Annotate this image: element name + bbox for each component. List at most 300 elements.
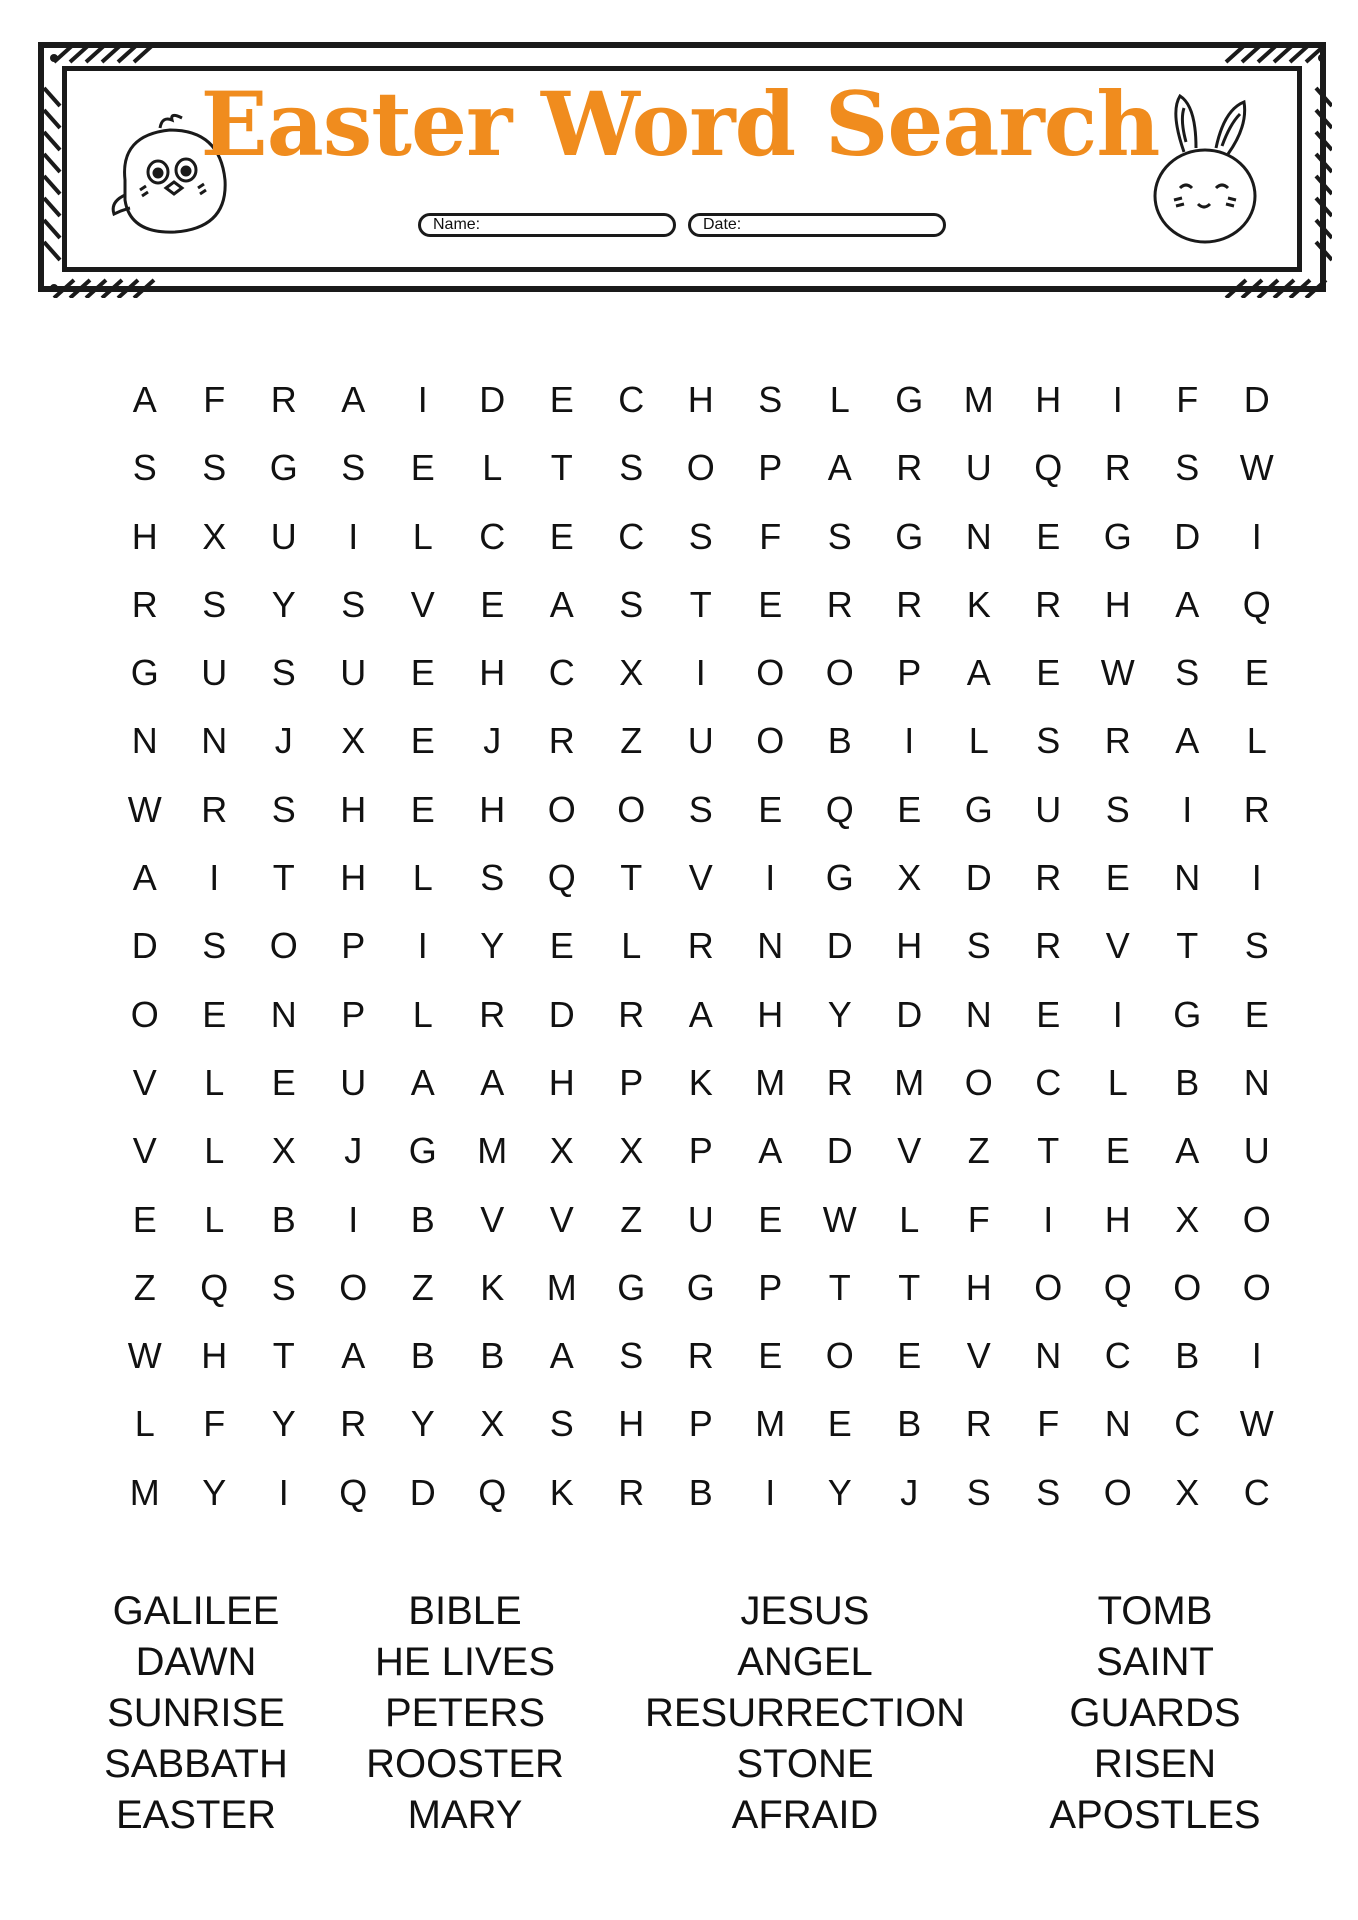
word-item: DAWN <box>135 1640 257 1684</box>
grid-letter[interactable]: H <box>340 788 367 830</box>
grid-letter[interactable]: O <box>756 720 785 762</box>
grid-letter[interactable]: R <box>826 583 853 625</box>
grid-letter[interactable]: T <box>828 1266 851 1308</box>
grid-letter[interactable]: L <box>204 1130 225 1172</box>
grid-letter[interactable]: F <box>759 515 782 557</box>
grid-letter[interactable]: P <box>758 1266 783 1308</box>
grid-letter[interactable]: S <box>966 925 991 967</box>
grid-letter[interactable]: S <box>480 857 505 899</box>
grid-letter[interactable]: O <box>130 993 159 1035</box>
grid-letter[interactable]: X <box>1175 1198 1200 1240</box>
grid-letter[interactable]: G <box>1103 515 1132 557</box>
grid-letter[interactable]: O <box>1173 1266 1202 1308</box>
grid-letter[interactable]: E <box>480 583 505 625</box>
grid-letter[interactable]: O <box>1034 1266 1063 1308</box>
grid-letter[interactable]: N <box>965 515 992 557</box>
word-item: SABBATH <box>104 1742 288 1786</box>
grid-letter[interactable]: E <box>758 1335 783 1377</box>
grid-letter[interactable]: A <box>132 379 157 420</box>
grid-letter[interactable]: E <box>897 1335 922 1377</box>
grid-letter[interactable]: Z <box>620 720 643 762</box>
grid-letter[interactable]: P <box>688 1130 713 1172</box>
grid-letter[interactable]: U <box>201 652 228 694</box>
grid-letter[interactable]: I <box>1182 788 1193 830</box>
grid-letter[interactable]: T <box>1037 1130 1060 1172</box>
grid-letter[interactable]: B <box>410 1335 435 1377</box>
grid-letter[interactable]: Z <box>411 1266 434 1308</box>
grid-letter[interactable]: R <box>1035 583 1062 625</box>
grid-letter[interactable]: O <box>1103 1471 1132 1513</box>
grid-letter[interactable]: S <box>619 1335 644 1377</box>
grid-letter[interactable]: Q <box>547 857 576 899</box>
grid-letter[interactable]: S <box>271 1266 296 1308</box>
grid-letter[interactable]: R <box>201 788 228 830</box>
grid-letter[interactable]: O <box>547 788 576 830</box>
grid-letter[interactable]: Q <box>478 1471 507 1513</box>
grid-letter[interactable]: I <box>1251 857 1262 899</box>
grid-letter[interactable]: F <box>967 1198 990 1240</box>
grid-letter[interactable]: E <box>1244 993 1269 1035</box>
grid-letter[interactable]: N <box>131 720 158 762</box>
word-column-1 <box>96 1586 296 1841</box>
grid-letter[interactable]: K <box>549 1471 574 1513</box>
grid-letter[interactable]: S <box>1105 788 1130 830</box>
grid-letter[interactable]: Q <box>339 1471 368 1513</box>
grid-letter[interactable]: C <box>1174 1403 1201 1445</box>
grid-letter[interactable]: B <box>410 1198 435 1240</box>
grid-letter[interactable]: H <box>201 1335 228 1377</box>
grid-letter[interactable]: E <box>549 379 574 420</box>
grid-letter[interactable]: A <box>410 1061 435 1103</box>
grid-letter[interactable]: H <box>1104 583 1131 625</box>
grid-letter[interactable]: T <box>898 1266 921 1308</box>
grid-letter[interactable]: Y <box>202 1471 227 1513</box>
page-title: Easter Word Search <box>200 72 1160 176</box>
grid-letter[interactable]: R <box>618 1471 645 1513</box>
grid-letter[interactable]: L <box>968 720 989 762</box>
grid-letter[interactable]: T <box>689 583 712 625</box>
grid-letter[interactable]: O <box>825 1335 854 1377</box>
grid-letter[interactable]: O <box>825 652 854 694</box>
grid-letter[interactable]: T <box>550 447 573 489</box>
grid-letter[interactable]: X <box>619 652 644 694</box>
grid-letter[interactable]: E <box>549 515 574 557</box>
grid-letter[interactable]: I <box>209 857 220 899</box>
grid-letter[interactable]: S <box>202 583 227 625</box>
grid-letter[interactable]: Y <box>827 993 852 1035</box>
grid-letter[interactable]: D <box>896 993 923 1035</box>
grid-letter[interactable]: D <box>1174 515 1201 557</box>
grid-letter[interactable]: T <box>272 857 295 899</box>
grid-letter[interactable]: V <box>549 1198 574 1240</box>
grid-letter[interactable]: O <box>1242 1198 1271 1240</box>
grid-letter[interactable]: M <box>963 379 994 420</box>
grid-letter[interactable]: N <box>965 993 992 1035</box>
grid-letter[interactable]: R <box>1104 447 1131 489</box>
grid-letter[interactable]: S <box>202 925 227 967</box>
grid-letter[interactable]: A <box>966 652 991 694</box>
grid-letter[interactable]: H <box>548 1061 575 1103</box>
grid-letter[interactable]: L <box>412 993 433 1035</box>
grid-letter[interactable]: O <box>756 652 785 694</box>
grid-letter[interactable]: G <box>617 1266 646 1308</box>
grid-letter[interactable]: L <box>1107 1061 1128 1103</box>
grid-letter[interactable]: L <box>412 515 433 557</box>
grid-letter[interactable]: L <box>412 857 433 899</box>
grid-letter[interactable]: E <box>410 720 435 762</box>
grid-letter[interactable]: I <box>765 857 776 899</box>
grid-letter[interactable]: A <box>549 1335 574 1377</box>
grid-letter[interactable]: E <box>758 583 783 625</box>
grid-letter[interactable]: N <box>1174 857 1201 899</box>
grid-letter[interactable]: H <box>896 925 923 967</box>
grid-letter[interactable]: K <box>480 1266 505 1308</box>
grid-letter[interactable]: S <box>341 447 366 489</box>
grid-letter[interactable]: R <box>687 925 714 967</box>
grid-letter[interactable]: I <box>1043 1198 1054 1240</box>
grid-letter[interactable]: S <box>966 1471 991 1513</box>
grid-letter[interactable]: H <box>479 652 506 694</box>
word-item: MARY <box>407 1793 523 1837</box>
grid-letter[interactable]: Q <box>825 788 854 830</box>
grid-letter[interactable]: W <box>127 1335 162 1377</box>
grid-letter[interactable]: M <box>755 1403 786 1445</box>
grid-letter[interactable]: R <box>1035 925 1062 967</box>
grid-letter[interactable]: S <box>1244 925 1269 967</box>
grid-letter[interactable]: N <box>1104 1403 1131 1445</box>
grid-letter[interactable]: L <box>134 1403 155 1445</box>
grid-letter[interactable]: O <box>269 925 298 967</box>
grid-letter[interactable]: S <box>827 515 852 557</box>
grid-letter[interactable]: N <box>757 925 784 967</box>
grid-letter[interactable]: A <box>688 993 713 1035</box>
grid-letter[interactable]: L <box>482 447 503 489</box>
grid-letter[interactable]: R <box>340 1403 367 1445</box>
grid-letter[interactable]: C <box>1104 1335 1131 1377</box>
grid-letter[interactable]: S <box>202 447 227 489</box>
grid-letter[interactable]: M <box>546 1266 577 1308</box>
grid-letter[interactable]: T <box>620 857 643 899</box>
grid-letter[interactable]: A <box>341 1335 366 1377</box>
grid-letter[interactable]: V <box>132 1061 157 1103</box>
grid-letter[interactable]: H <box>965 1266 992 1308</box>
grid-letter[interactable]: G <box>269 447 298 489</box>
grid-letter[interactable]: J <box>483 720 502 762</box>
grid-letter[interactable]: G <box>130 652 159 694</box>
grid-letter[interactable]: A <box>1175 720 1200 762</box>
grid-letter[interactable]: D <box>826 1130 853 1172</box>
grid-letter[interactable]: S <box>1036 720 1061 762</box>
grid-letter[interactable]: Z <box>133 1266 156 1308</box>
word-item: SUNRISE <box>107 1691 285 1735</box>
grid-letter[interactable]: J <box>274 720 293 762</box>
grid-letter[interactable]: R <box>1035 857 1062 899</box>
grid-letter[interactable]: R <box>1104 720 1131 762</box>
grid-letter[interactable]: C <box>479 515 506 557</box>
grid-letter[interactable]: N <box>270 993 297 1035</box>
grid-letter[interactable]: E <box>897 788 922 830</box>
grid-letter[interactable]: S <box>619 583 644 625</box>
grid-letter[interactable]: R <box>479 993 506 1035</box>
grid-letter[interactable]: U <box>687 1198 714 1240</box>
grid-letter[interactable]: R <box>896 447 923 489</box>
grid-letter[interactable]: S <box>271 652 296 694</box>
grid-letter[interactable]: R <box>270 379 297 420</box>
grid-letter[interactable]: E <box>549 925 574 967</box>
grid-letter[interactable]: E <box>758 1198 783 1240</box>
grid-letter[interactable]: J <box>344 1130 363 1172</box>
grid-letter[interactable]: S <box>549 1403 574 1445</box>
grid-letter[interactable]: H <box>1104 1198 1131 1240</box>
grid-letter[interactable]: Y <box>827 1471 852 1513</box>
grid-letter[interactable]: H <box>618 1403 645 1445</box>
grid-letter[interactable]: Y <box>410 1403 435 1445</box>
grid-letter[interactable]: A <box>827 447 852 489</box>
grid-letter[interactable]: O <box>686 447 715 489</box>
grid-letter[interactable]: R <box>965 1403 992 1445</box>
grid-letter[interactable]: L <box>1246 720 1267 762</box>
grid-letter[interactable]: M <box>129 1471 160 1513</box>
grid-letter[interactable]: L <box>621 925 642 967</box>
grid-letter[interactable]: W <box>1239 1403 1274 1445</box>
grid-letter[interactable]: I <box>417 379 428 420</box>
grid-letter[interactable]: A <box>132 857 157 899</box>
grid-letter[interactable]: U <box>965 447 992 489</box>
grid-letter[interactable]: L <box>204 1198 225 1240</box>
grid-letter[interactable]: I <box>348 515 359 557</box>
grid-letter[interactable]: S <box>688 788 713 830</box>
grid-letter[interactable]: A <box>1175 1130 1200 1172</box>
word-item: TOMB <box>1097 1589 1213 1633</box>
grid-letter[interactable]: E <box>827 1403 852 1445</box>
grid-letter[interactable]: V <box>897 1130 922 1172</box>
grid-letter[interactable]: U <box>687 720 714 762</box>
grid-letter[interactable]: P <box>619 1061 644 1103</box>
grid-letter[interactable]: R <box>1243 788 1270 830</box>
grid-letter[interactable]: O <box>964 1061 993 1103</box>
grid-letter[interactable]: I <box>417 925 428 967</box>
grid-letter[interactable]: E <box>1036 515 1061 557</box>
grid-letter[interactable]: X <box>549 1130 574 1172</box>
grid-letter[interactable]: G <box>1173 993 1202 1035</box>
word-column-4 <box>1040 1586 1270 1841</box>
grid-letter[interactable]: B <box>1175 1061 1200 1103</box>
date-field[interactable]: Date: <box>688 213 946 237</box>
grid-letter[interactable]: D <box>131 925 158 967</box>
grid-letter[interactable]: E <box>1105 857 1130 899</box>
grid-letter[interactable]: Y <box>271 583 296 625</box>
grid-letter[interactable]: I <box>348 1198 359 1240</box>
grid-letter[interactable]: B <box>1175 1335 1200 1377</box>
grid-letter[interactable]: W <box>1100 652 1135 694</box>
grid-letter[interactable]: U <box>1035 788 1062 830</box>
grid-letter[interactable]: A <box>480 1061 505 1103</box>
grid-letter[interactable]: M <box>477 1130 508 1172</box>
grid-letter[interactable]: R <box>826 1061 853 1103</box>
grid-letter[interactable]: O <box>339 1266 368 1308</box>
grid-letter[interactable]: Y <box>480 925 505 967</box>
grid-letter[interactable]: C <box>1243 1471 1270 1513</box>
grid-letter[interactable]: V <box>132 1130 157 1172</box>
grid-letter[interactable]: C <box>1035 1061 1062 1103</box>
grid-letter[interactable]: S <box>619 447 644 489</box>
grid-letter[interactable]: T <box>272 1335 295 1377</box>
grid-letter[interactable]: F <box>1176 379 1199 420</box>
grid-letter[interactable]: N <box>1243 1061 1270 1103</box>
grid-letter[interactable]: W <box>822 1198 857 1240</box>
grid-letter[interactable]: R <box>687 1335 714 1377</box>
grid-letter[interactable]: D <box>479 379 506 420</box>
grid-letter[interactable]: C <box>548 652 575 694</box>
grid-letter[interactable]: I <box>1112 993 1123 1035</box>
grid-letter[interactable]: U <box>270 515 297 557</box>
grid-letter[interactable]: Z <box>967 1130 990 1172</box>
grid-letter[interactable]: O <box>617 788 646 830</box>
grid-letter[interactable]: C <box>618 379 645 420</box>
grid-letter[interactable]: P <box>897 652 922 694</box>
grid-letter[interactable]: G <box>825 857 854 899</box>
grid-letter[interactable]: R <box>131 583 158 625</box>
grid-letter[interactable]: V <box>410 583 435 625</box>
grid-letter[interactable]: S <box>1175 652 1200 694</box>
grid-letter[interactable]: E <box>271 1061 296 1103</box>
grid-letter[interactable]: A <box>341 379 366 420</box>
grid-letter[interactable]: S <box>1175 447 1200 489</box>
name-field[interactable]: Name: <box>418 213 676 237</box>
grid-letter[interactable]: G <box>895 515 924 557</box>
grid-letter[interactable]: H <box>687 379 714 420</box>
grid-letter[interactable]: V <box>688 857 713 899</box>
grid-letter[interactable]: X <box>897 857 922 899</box>
grid-letter[interactable]: X <box>1175 1471 1200 1513</box>
grid-letter[interactable]: E <box>1036 652 1061 694</box>
grid-letter[interactable]: S <box>688 515 713 557</box>
grid-letter[interactable]: E <box>132 1198 157 1240</box>
grid-letter[interactable]: R <box>548 720 575 762</box>
grid-letter[interactable]: M <box>755 1061 786 1103</box>
grid-letter[interactable]: E <box>410 788 435 830</box>
grid-letter[interactable]: Y <box>271 1403 296 1445</box>
grid-letter[interactable]: D <box>409 1471 436 1513</box>
grid-letter[interactable]: G <box>686 1266 715 1308</box>
grid-letter[interactable]: E <box>1105 1130 1130 1172</box>
grid-letter[interactable]: Z <box>620 1198 643 1240</box>
grid-letter[interactable]: H <box>1035 379 1062 420</box>
grid-letter[interactable]: R <box>896 583 923 625</box>
grid-letter[interactable]: A <box>758 1130 783 1172</box>
grid-letter[interactable]: D <box>826 925 853 967</box>
grid-letter[interactable]: Q <box>1103 1266 1132 1308</box>
grid-letter[interactable]: E <box>1244 652 1269 694</box>
grid-letter[interactable]: E <box>202 993 227 1035</box>
grid-letter[interactable]: H <box>757 993 784 1035</box>
grid-letter[interactable]: B <box>480 1335 505 1377</box>
grid-letter[interactable]: B <box>827 720 852 762</box>
grid-letter[interactable]: P <box>341 925 366 967</box>
grid-letter[interactable]: A <box>1175 583 1200 625</box>
grid-letter[interactable]: F <box>203 379 226 420</box>
grid-letter[interactable]: X <box>341 720 366 762</box>
grid-letter[interactable]: L <box>899 1198 920 1240</box>
grid-letter[interactable]: L <box>829 379 850 420</box>
grid-letter[interactable]: E <box>410 447 435 489</box>
grid-letter[interactable]: N <box>1035 1335 1062 1377</box>
grid-letter[interactable]: F <box>203 1403 226 1445</box>
word-column-3 <box>630 1586 980 1841</box>
grid-letter[interactable]: I <box>765 1471 776 1513</box>
grid-letter[interactable]: X <box>202 515 227 557</box>
grid-letter[interactable]: H <box>131 515 158 557</box>
grid-letter[interactable]: S <box>341 583 366 625</box>
grid-letter[interactable]: I <box>1251 515 1262 557</box>
grid-letter[interactable]: P <box>688 1403 713 1445</box>
grid-letter[interactable]: I <box>278 1471 289 1513</box>
grid-letter[interactable]: S <box>758 379 783 420</box>
grid-letter[interactable]: U <box>340 1061 367 1103</box>
grid-letter[interactable]: D <box>548 993 575 1035</box>
grid-letter[interactable]: I <box>695 652 706 694</box>
grid-letter[interactable]: V <box>1105 925 1130 967</box>
grid-letter[interactable]: B <box>271 1198 296 1240</box>
grid-letter[interactable]: C <box>618 515 645 557</box>
grid-letter[interactable]: E <box>410 652 435 694</box>
grid-letter[interactable]: X <box>480 1403 505 1445</box>
grid-letter[interactable]: O <box>1242 1266 1271 1308</box>
grid-letter[interactable]: Q <box>1034 447 1063 489</box>
grid-letter[interactable]: P <box>758 447 783 489</box>
grid-letter[interactable]: N <box>201 720 228 762</box>
grid-letter[interactable]: E <box>1036 993 1061 1035</box>
grid-letter[interactable]: K <box>966 583 991 625</box>
grid-letter[interactable]: I <box>1251 1335 1262 1377</box>
grid-letter[interactable]: W <box>1239 447 1274 489</box>
grid-letter[interactable]: B <box>688 1471 713 1513</box>
grid-letter[interactable]: U <box>1243 1130 1270 1172</box>
grid-letter[interactable]: V <box>480 1198 505 1240</box>
grid-letter[interactable]: H <box>340 857 367 899</box>
grid-letter[interactable]: R <box>618 993 645 1035</box>
grid-letter[interactable]: G <box>895 379 924 420</box>
grid-letter[interactable]: G <box>408 1130 437 1172</box>
grid-letter[interactable]: K <box>688 1061 713 1103</box>
grid-letter[interactable]: I <box>904 720 915 762</box>
grid-letter[interactable]: Q <box>1242 583 1271 625</box>
grid-letter[interactable]: G <box>964 788 993 830</box>
grid-letter[interactable]: D <box>1243 379 1270 420</box>
grid-letter[interactable]: B <box>897 1403 922 1445</box>
grid-letter[interactable]: L <box>204 1061 225 1103</box>
grid-letter[interactable]: S <box>1036 1471 1061 1513</box>
grid-letter[interactable]: H <box>479 788 506 830</box>
grid-letter[interactable]: U <box>340 652 367 694</box>
grid-letter[interactable]: A <box>549 583 574 625</box>
grid-letter[interactable]: J <box>900 1471 919 1513</box>
grid-letter[interactable]: P <box>341 993 366 1035</box>
grid-letter[interactable]: I <box>1112 379 1123 420</box>
grid-letter[interactable]: V <box>966 1335 991 1377</box>
grid-letter[interactable]: M <box>894 1061 925 1103</box>
grid-letter[interactable]: S <box>132 447 157 489</box>
grid-letter[interactable]: E <box>758 788 783 830</box>
grid-letter[interactable]: X <box>271 1130 296 1172</box>
grid-letter[interactable]: W <box>127 788 162 830</box>
grid-letter[interactable]: F <box>1037 1403 1060 1445</box>
grid-letter[interactable]: S <box>271 788 296 830</box>
grid-letter[interactable]: X <box>619 1130 644 1172</box>
grid-letter[interactable]: T <box>1176 925 1199 967</box>
grid-letter[interactable]: Q <box>200 1266 229 1308</box>
grid-letter[interactable]: D <box>965 857 992 899</box>
